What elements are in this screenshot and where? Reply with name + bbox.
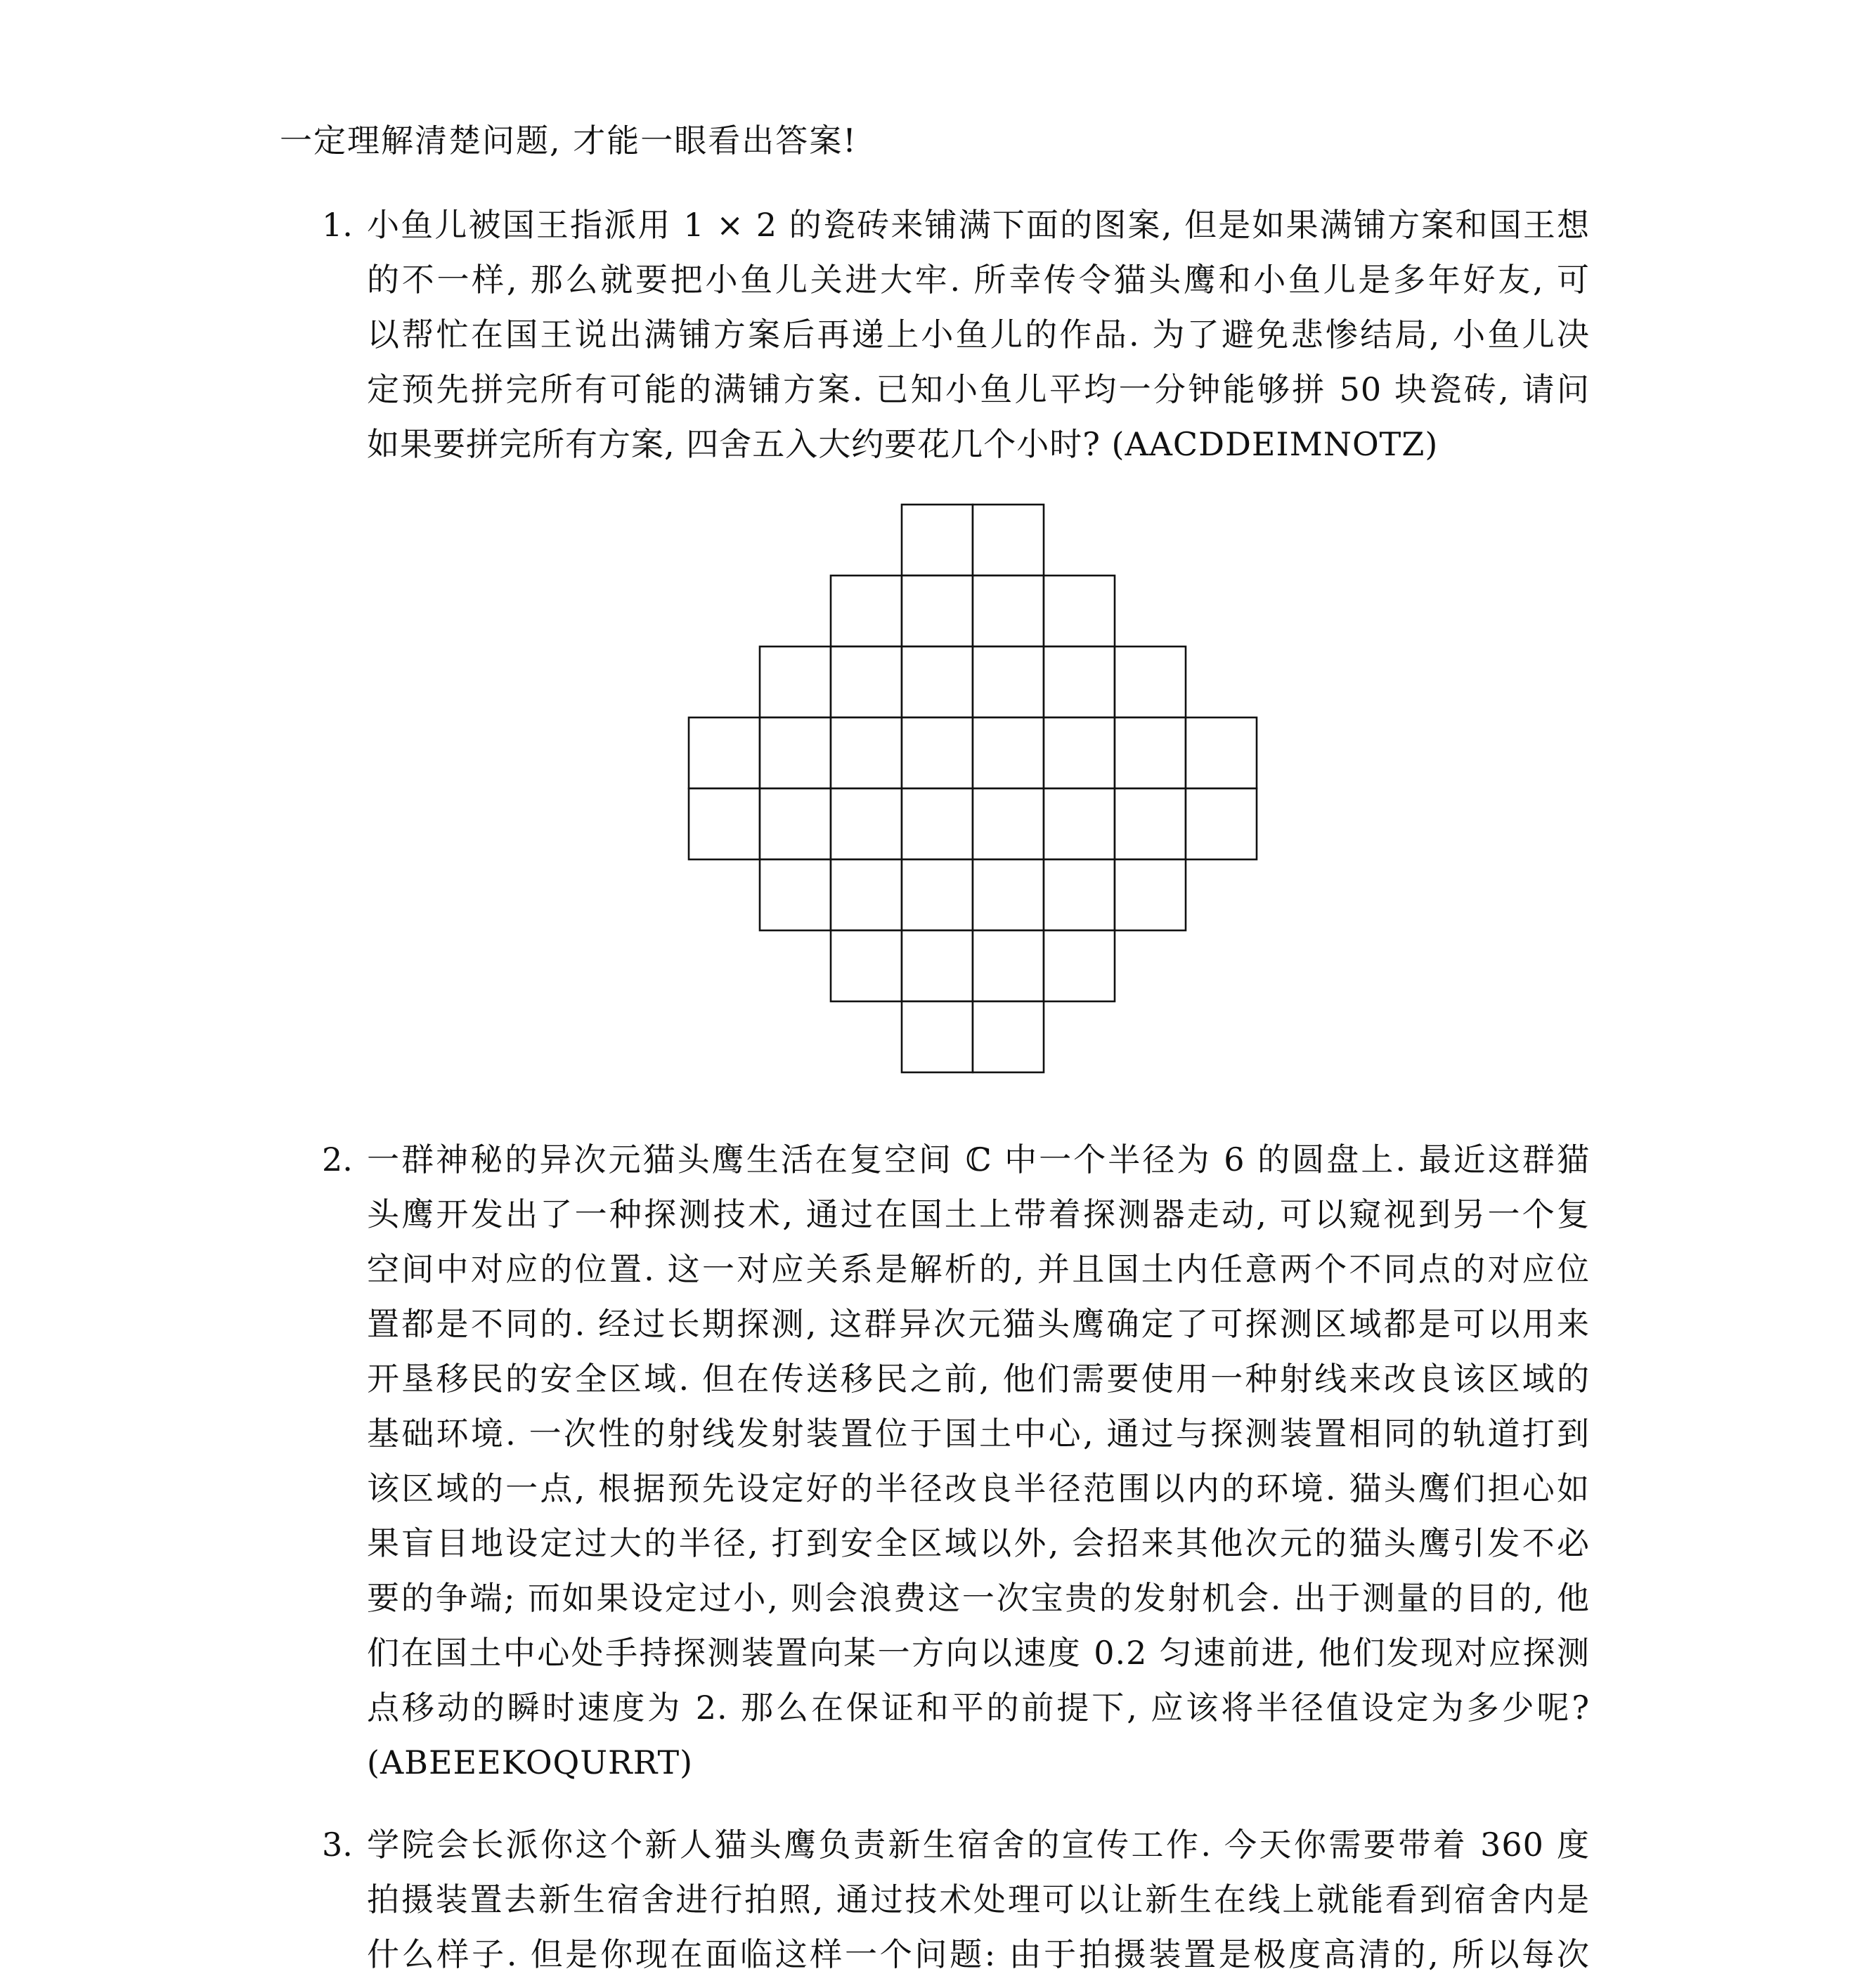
- grid-cell: [902, 859, 973, 930]
- grid-cell: [1044, 647, 1115, 717]
- grid-cell: [1115, 788, 1186, 859]
- grid-cell: [973, 717, 1044, 788]
- problem-2-line: 空间中对应的位置. 这一对应关系是解析的, 并且国土内任意两个不同点的对应位: [367, 1250, 1590, 1288]
- grid-cell: [973, 576, 1044, 647]
- problem-1-line: 小鱼儿被国王指派用 1 × 2 的瓷砖来铺满下面的图案, 但是如果满铺方案和国王想: [367, 206, 1590, 244]
- problem-3-line: 学院会长派你这个新人猫头鹰负责新生宿舍的宣传工作. 今天你需要带着 360 度: [367, 1826, 1590, 1864]
- grid-cell: [760, 647, 831, 717]
- grid-cell: [902, 717, 973, 788]
- grid-cell: [689, 717, 760, 788]
- grid-cell: [973, 647, 1044, 717]
- grid-cell: [760, 859, 831, 930]
- grid-cell: [902, 647, 973, 717]
- problem-3-number: 3.: [322, 1826, 353, 1864]
- grid-cell: [760, 788, 831, 859]
- problem-1-line: 定预先拼完所有可能的满铺方案. 已知小鱼儿平均一分钟能够拼 50 块瓷砖, 请问: [367, 370, 1590, 408]
- grid-cell: [1115, 647, 1186, 717]
- grid-cell: [902, 576, 973, 647]
- grid-cell: [1044, 788, 1115, 859]
- problem-2-line: 头鹰开发出了一种探测技术, 通过在国土上带着探测器走动, 可以窥视到另一个复: [367, 1195, 1590, 1233]
- problem-1-line: 以帮忙在国王说出满铺方案后再递上小鱼儿的作品. 为了避免悲惨结局, 小鱼儿决: [367, 316, 1590, 353]
- grid-cell: [831, 576, 902, 647]
- problem-2-line: 们在国土中心处手持探测装置向某一方向以速度 0.2 匀速前进, 他们发现对应探测: [367, 1634, 1590, 1672]
- problem-2-line: 开垦移民的安全区域. 但在传送移民之前, 他们需要使用一种射线来改良该区域的: [367, 1360, 1590, 1398]
- grid-cell: [831, 717, 902, 788]
- grid-cell: [831, 930, 902, 1001]
- problem-2-line: 果盲目地设定过大的半径, 打到安全区域以外, 会招来其他次元的猫头鹰引发不必: [367, 1524, 1590, 1562]
- grid-cell: [1115, 717, 1186, 788]
- grid-cell: [902, 505, 973, 576]
- problem-2-line: 该区域的一点, 根据预先设定好的半径改良半径范围以内的环境. 猫头鹰们担心如: [367, 1469, 1590, 1507]
- grid-cell: [1186, 788, 1257, 859]
- grid-cell: [973, 859, 1044, 930]
- problem-1-line: 如果要拼完所有方案, 四舍五入大约要花几个小时? (AACDDEIMNOTZ): [367, 425, 1439, 463]
- grid-cell: [973, 930, 1044, 1001]
- grid-cell: [831, 859, 902, 930]
- grid-cell: [973, 788, 1044, 859]
- grid-cell: [1044, 576, 1115, 647]
- grid-cell: [1044, 930, 1115, 1001]
- grid-cell: [902, 930, 973, 1001]
- grid-cell: [1044, 859, 1115, 930]
- problem-2-line: 一群神秘的异次元猫头鹰生活在复空间 ℂ 中一个半径为 6 的圆盘上. 最近这群猫: [367, 1141, 1590, 1178]
- intro-text: 一定理解清楚问题, 才能一眼看出答案!: [280, 122, 857, 160]
- grid-cell: [1115, 859, 1186, 930]
- grid-cell: [1186, 717, 1257, 788]
- problem-2-line: 要的争端; 而如果设定过小, 则会浪费这一次宝贵的发射机会. 出于测量的目的, 他: [367, 1579, 1590, 1617]
- problem-3-line: 拍摄装置去新生宿舍进行拍照, 通过技术处理可以让新生在线上就能看到宿舍内是: [367, 1880, 1590, 1918]
- grid-cell: [973, 505, 1044, 576]
- problem-2-text: [367, 1138, 1590, 1796]
- problem-2-line: 置都是不同的. 经过长期探测, 这群异次元猫头鹰确定了可探测区域都是可以用来: [367, 1305, 1590, 1343]
- grid-cell: [1044, 717, 1115, 788]
- problem-1-line: 的不一样, 那么就要把小鱼儿关进大牢. 所幸传令猫头鹰和小鱼儿是多年好友, 可: [367, 261, 1590, 299]
- problem-2-line: (ABEEEKOQURRT): [367, 1743, 694, 1781]
- grid-cell: [831, 788, 902, 859]
- grid-cell: [831, 647, 902, 717]
- grid-cell: [902, 788, 973, 859]
- problem-2-line: 点移动的瞬时速度为 2. 那么在保证和平的前提下, 应该将半径值设定为多少呢?: [367, 1689, 1590, 1727]
- problem-3-line: 什么样子. 但是你现在面临这样一个问题: 由于拍摄装置是极度高清的, 所以每次: [367, 1935, 1590, 1973]
- grid-cell: [902, 1001, 973, 1072]
- problem-2-number: 2.: [322, 1141, 353, 1178]
- problem-2-line: 基础环境. 一次性的射线发射装置位于国土中心, 通过与探测装置相同的轨道打到: [367, 1415, 1590, 1453]
- grid-cell: [689, 788, 760, 859]
- grid-cell: [973, 1001, 1044, 1072]
- grid-cell: [760, 717, 831, 788]
- problem-1-number: 1.: [322, 206, 353, 244]
- problem-3-text: [367, 1824, 1590, 1988]
